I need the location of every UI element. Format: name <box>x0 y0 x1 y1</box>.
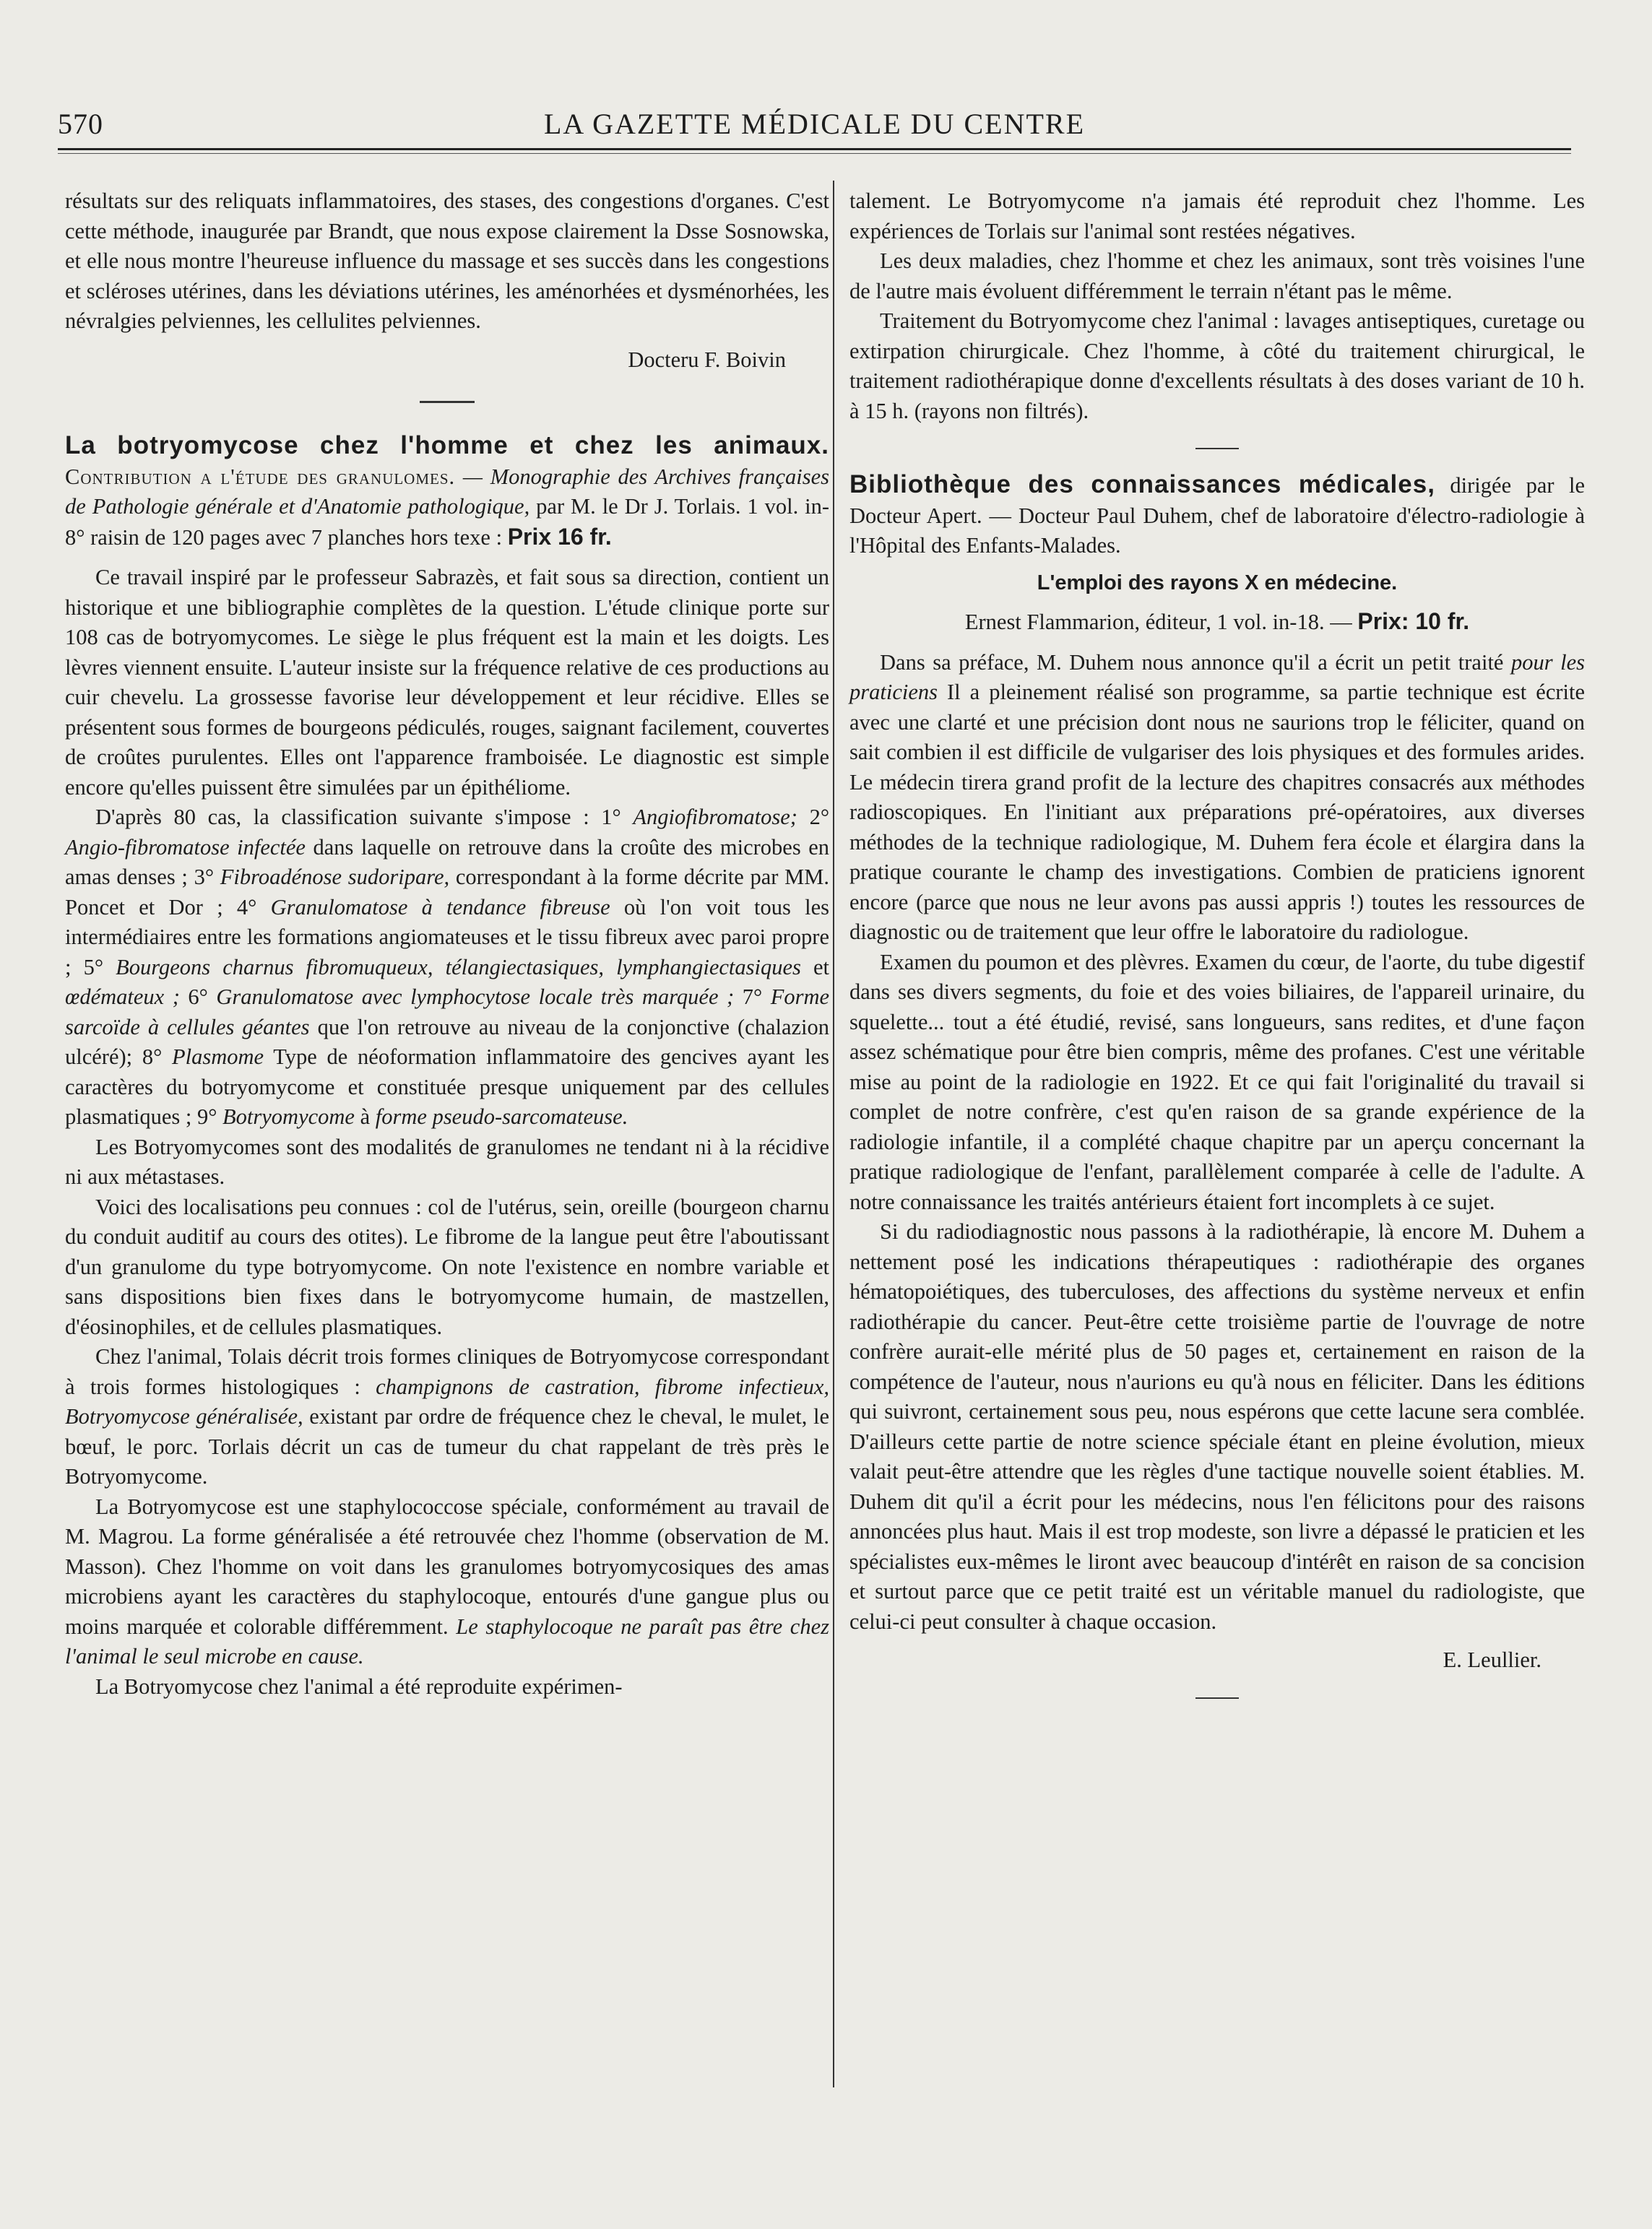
page-header <box>58 101 1571 152</box>
review-publisher-line <box>849 607 1585 638</box>
left-column <box>65 186 829 1702</box>
paragraph: Ce travail inspiré par le professeur Sabrazès, et fait sous sa direction, contient un historique et une bibliographie complètes de la question. L'étude clinique porte sur 108 cas de botryomycomes. Le siège le plus fréquent est la main et les doigts. Les lèvres viennent ensuite. L'auteur insiste sur la fréquence relative de ces productions au cuir chevelu. La grossesse favorise leur développement et leur récidive. Elles se présentent sous formes de bourgeons pédiculés, rouges, saignant facilement, couvertes de croûtes purulentes. Elles ont l'apparence framboisée. Le diagnostic est simple encore qu'elles puissent être simulées par un épithéliome. <box>65 565 829 800</box>
review-title: Bibliothèque des connaissances médicales, <box>849 470 1435 498</box>
review-publisher: Ernest Flammarion, éditeur, 1 vol. in-18. — <box>964 610 1352 634</box>
paragraph: Les deux maladies, chez l'homme et chez les animaux, sont très voisines l'une de l'autre mais évoluent différemment le terrain n'étant pas le même. <box>849 248 1585 303</box>
review-source: — Monographie des Archives françaises de Pathologie générale et d'Anatomie pathologique, <box>65 464 829 519</box>
review-title: La botryomycose chez l'homme et chez les animaux. <box>65 431 829 459</box>
review-heading <box>849 469 1585 561</box>
paragraph-classification: D'après 80 cas, la classification suivante s'impose : 1° Angiofibromatose; 2° Angio-fibromatose infectée dans laquelle on retrouve dans la croûte des microbes en amas denses ; 3° Fibroadénose sudoripare, correspondant à la forme décrite par MM. Poncet et Dor ; 4° Granulomatose à tendance fibreuse où l'on voit tous les intermédiaires entre les formations angiomateuses et le tissu fibreux avec paroi propre ; 5° Bourgeons charnus fibromuqueux, télangiectasiques, lymphangiectasiques et œdémateux ; 6° Granulomatose avec lymphocytose locale très marquée ; 7° Forme sarcoïde à cellules géantes que l'on retrouve au niveau de la conjonctive (chalazion ulcéré); 8° Plasmome Type de néoformation inflammatoire des gencives ayant les caractères du botryomycome et constituée presque uniquement par des cellules plasmatiques ; 9° Botryomycome à forme pseudo-sarcomateuse. <box>65 805 830 1129</box>
paragraph: Si du radiodiagnostic nous passons à la radiothérapie, là encore M. Duhem a nettement posé les indications thérapeutiques : radiothérapie des organes hématopoiétiques, des tuberculoses, des affections du système nerveux et enfin radiothérapie du cancer. Peut-être cette troisième partie de l'ouvrage de notre confrère aurait-elle mérité plus de 50 pages et, certainement en raison de la compétence de l'auteur, nous n'aurions eu qu'à nous en féliciter. Dans les éditions qui suivront, certainement sous peu, nous espérons que cette lacune sera comblée. D'ailleurs cette partie de notre science spéciale étant en pleine évolution, mieux valait peut-être attendre que les règles d'une tactique nouvelle soient établies. M. Duhem dit qu'il a écrit pour les médecins, nous l'en félicitons pour des raisons annoncées plus haut. Mais il est trop modeste, son livre a dépassé le praticien et les spécialistes eux-mêmes le liront avec beaucoup d'intérêt en raison de sa concision et surtout parce que ce petit traité est un véritable manuel du radiologiste, que celui-ci peut consulter à chaque occasion. <box>849 1219 1585 1634</box>
review-subtitle: Contribution a l'étude des granulomes. <box>65 464 456 489</box>
page-number: 570 <box>58 108 103 140</box>
review-title-rest: dirigée par le Docteur Apert. — Docteur Paul Duhem, chef de laboratoire d'électro-radiologie à l'Hôpital des Enfants-Malades. <box>849 473 1586 558</box>
review-author: par M. le Dr J. Torlais. 1 vol. in-8° raisin de 120 pages avec 7 planches hors texe : <box>65 494 830 550</box>
paragraph: La Botryomycose est une staphylococcose spéciale, conformément au travail de M. Magrou. La forme généralisée a été retrouvée chez l'homme (observation de M. Masson). Chez l'homme on voit dans les granulomes botryomycosiques des amas microbiens ayant les caractères du staphylocoque, entourés d'une gangue plus ou moins marquée et colorable différemment. Le staphylocoque ne paraît pas être chez l'animal le seul microbe en cause. <box>65 1494 829 1668</box>
review-heading <box>65 430 829 553</box>
separator <box>420 401 475 403</box>
paragraph: Chez l'animal, Tolais décrit trois formes cliniques de Botryomycose correspondant à trois formes histologiques : champignons de castration, fibrome infectieux, Botryomycose généralisée, existant par ordre de fréquence chez le cheval, le mulet, le bœuf, le porc. Torlais décrit un cas de tumeur du chat rappelant de très près le Botryomycome. <box>65 1344 830 1489</box>
signature-leullier: E. Leullier. <box>1443 1648 1541 1672</box>
separator <box>1195 448 1239 449</box>
paragraph: Voici des localisations peu connues : col de l'utérus, sein, oreille (bourgeon charnu du conduit auditif au cours des otites). Le fibrome de la langue peut être l'aboutissant d'un granulome du type botryomycome. On note l'existence en nombre variable et sans dispositions bien fixes dans le botryomycome humain, de mastzellen, d'éosinophiles, et de cellules plasmatiques. <box>65 1194 829 1339</box>
paragraph: La Botryomycose chez l'animal a été reproduite expérimen- <box>95 1674 623 1699</box>
review-price: Prix: 10 fr. <box>1357 608 1470 634</box>
journal-title: LA GAZETTE MÉDICALE DU CENTRE <box>543 108 1085 140</box>
review-subject: L'emploi des rayons X en médecine. <box>1037 571 1398 594</box>
paragraph: Examen du poumon et des plèvres. Examen du cœur, de l'aorte, du tube digestif dans ses divers segments, du foie et des voies biliaires, de l'appareil urinaire, du squelette... tout a été étudié, revisé, sans longueurs, sans redites, et d'une façon assez schématique pour être bien compris, même des profanes. C'est une véritable mise au point de la radiologie en 1922. Et ce qui fait l'originalité du travail si complet de notre confrère, c'est qu'en raison de sa grande expérience de la radiologie infantile, il a complété chaque chapitre par un aperçu concernant la pratique radiologique de l'enfant, parallèlement comparée à celle de l'adulte. A notre connaissance les traités antérieurs étaient fort incomplets à ce sujet. <box>849 949 1585 1214</box>
paragraph: talement. Le Botryomycome n'a jamais été reproduit chez l'homme. Les expériences de Torlais sur l'animal sont restées négatives. <box>849 189 1585 243</box>
header-rule-thin <box>58 153 1571 154</box>
paragraph: Traitement du Botryomycome chez l'animal : lavages antiseptiques, curetage ou extirpation chirurgicale. Chez l'homme, à côté du traitement chirurgical, le traitement radiothérapique donne d'excellents résultats à des doses variant de 10 h. à 15 h. (rayons non filtrés). <box>849 308 1585 423</box>
review-price: Prix 16 fr. <box>507 523 612 550</box>
intro-paragraph: résultats sur des reliquats inflammatoires, des stases, des congestions d'organes. C'est cette méthode, inaugurée par Brandt, que nous expose clairement la Dsse Sosnowska, et elle nous montre l'heureuse influence du massage et ses succès dans les congestions et scléroses utérines, dans les déviations utérines, les aménorhées et dysménorhées, les névralgies pelviennes, les cellulites pelviennes. <box>65 189 829 333</box>
column-divider <box>833 181 834 2087</box>
right-column <box>849 186 1585 1719</box>
signature-boivin: Docteru F. Boivin <box>628 347 786 372</box>
paragraph: Les Botryomycomes sont des modalités de granulomes ne tendant ni à la récidive ni aux métastases. <box>65 1134 829 1189</box>
paragraph: Dans sa préface, M. Duhem nous annonce qu'il a écrit un petit traité pour les praticiens Il a pleinement réalisé son programme, sa partie technique est écrite avec une clarté et une précision dont nous ne saurions trop le féliciter, quand on sait combien il est difficile de vulgariser des lois physiques et des formules arides. Le médecin tirera grand profit de la lecture des chapitres consacrés aux méthodes radioscopiques. En l'initiant aux préparations pré-opératoires, aux diverses méthodes de la technique radiologique, M. Duhem fera école et élargira dans la pratique courante le champ des investigations. Combien de praticiens ignorent encore (parce que nous ne leur avons pas aussi appris !) toutes les ressources de diagnostic ou de traitement que leur offre le laboratoire du radiologue. <box>849 649 1586 944</box>
header-rule <box>58 148 1571 150</box>
separator <box>1195 1697 1239 1699</box>
